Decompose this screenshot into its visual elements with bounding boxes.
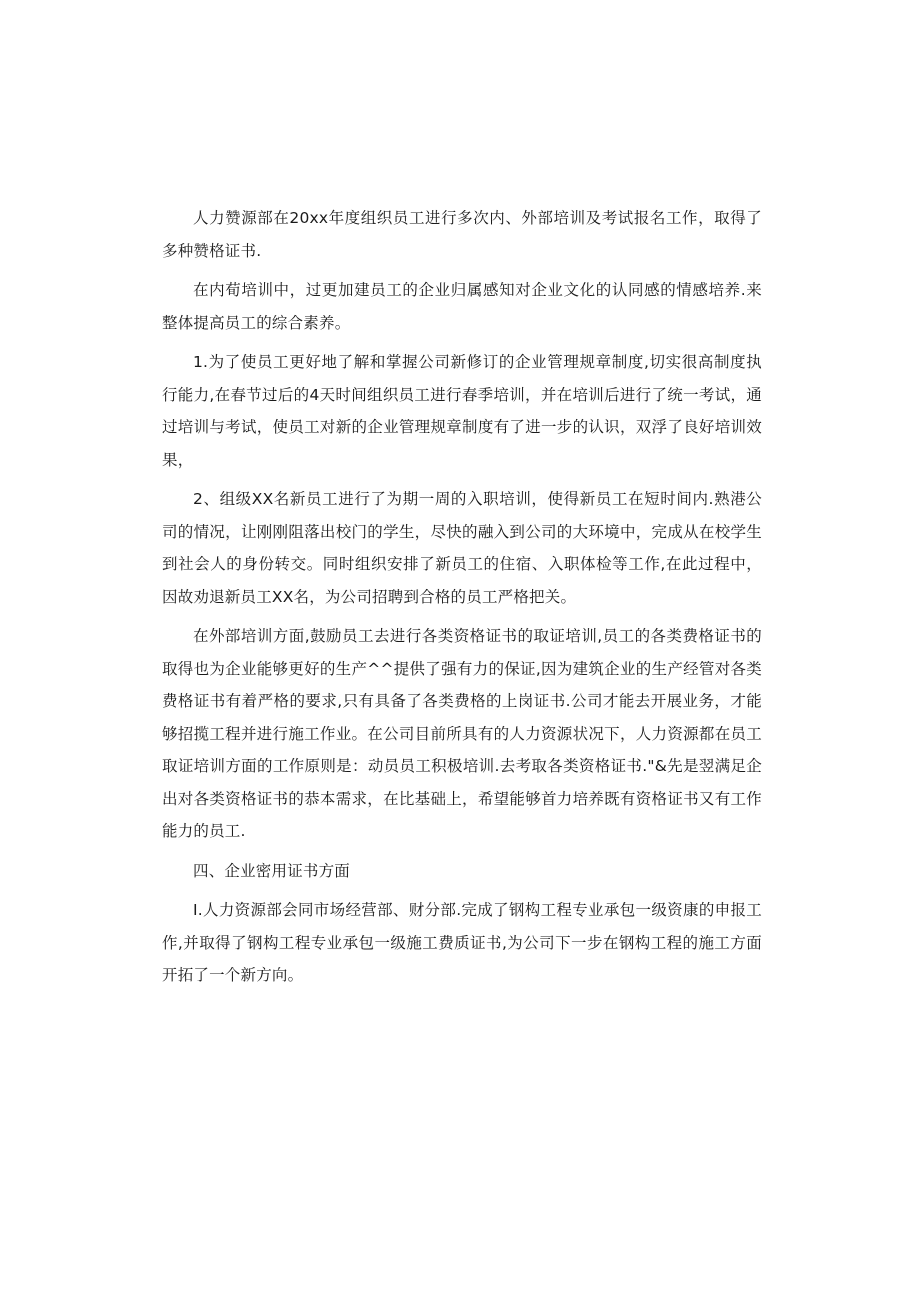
paragraph-item-1: 1.为了使员工更好地了解和掌握公司新修订的企业管理规章制度,切实很高制度执行能力,在春节过后的4天时间组织员工进行春季培训，并在培训后进行了统一考试，通过培训与考试，使员工对新的企业管理规章制度有了进一步的认识，双浮了良好培训效果， [162,353,762,469]
paragraph-item-2: 2、组级XX名新员工进行了为期一周的入职培训，使得新员工在短时间内.熟港公司的情况，让刚刚阻落出校门的学生，尽快的融入到公司的大环境中，完成从在校学生到社会人的身份转交。同时组织安排了新员工的住宿、入职体检等工作,在此过程中，因故劝退新员工XX名，为公司招聘到合格的员工严格把关。 [162,490,762,606]
document-page [162,202,762,999]
paragraph-certificate-item-1: I.人力资源部会同市场经营部、财分部.完成了钢构工程专业承包一级资康的申报工作,并取得了钢构工程专业承包一级施工费质证书,为公司下一步在钢构工程的施工方面开拓了一个新方向。 [162,901,762,984]
paragraph-external-training: 在外部培训方面,鼓励员工去进行各类资格证书的取证培训,员工的各类费格证书的取得也为企业能够更好的生产^^提供了强有力的保证,因为建筑企业的生产经管对各类费格证书有着严格的要求,只有具备了各类费格的上岗证书.公司才能去开展业务，才能够招揽工程并进行施工作业。在公司目前所具有的人力资源状况下，人力资源都在员工取证培训方面的工作原则是：动员员工积极培训.去考取各类资格证书."&先是翌满足企出对各类资格证书的恭本需求，在比基础上，希望能够首力培养既有资格证书又有工作能力的员工. [162,627,762,840]
paragraph-internal-training: 在内荀培训中，过更加建员工的企业归属感知对企业文化的认同感的情感培养.来整体提高员工的综合素养。 [162,281,762,332]
section-heading-certificates: 四、企业密用证书方面 [193,861,351,880]
paragraph-intro: 人力赞源部在20xx年度组织员工进行多次内、外部培训及考试报名工作，取得了多种赞格证书. [162,209,762,260]
